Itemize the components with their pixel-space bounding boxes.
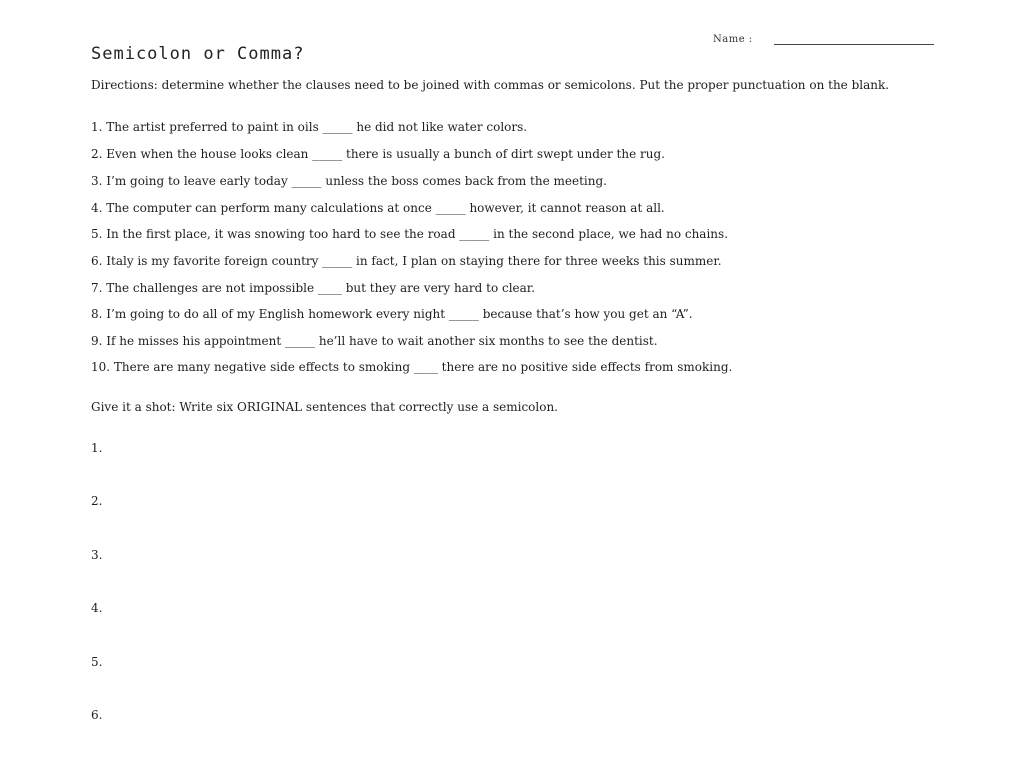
question-9: 9. If he misses his appointment _____ he’ll have to wait another six months to see the dentist. <box>91 334 658 348</box>
question-6: 6. Italy is my favorite foreign country _____ in fact, I plan on staying there for three weeks this summer. <box>91 254 722 268</box>
question-1: 1. The artist preferred to paint in oils _____ he did not like water colors. <box>91 120 528 134</box>
question-7: 7. The challenges are not impossible ____ but they are very hard to clear. <box>91 281 536 295</box>
question-10: 10. There are many negative side effects to smoking ____ there are no positive side effects from smoking. <box>91 360 733 374</box>
practice-number-4: 4. <box>91 601 103 615</box>
practice-number-6: 6. <box>91 708 103 722</box>
question-4: 4. The computer can perform many calculations at once _____ however, it cannot reason at all. <box>91 201 665 215</box>
practice-number-5: 5. <box>91 655 103 669</box>
question-5: 5. In the first place, it was snowing too hard to see the road _____ in the second place, we had no chains. <box>91 227 729 241</box>
question-3: 3. I’m going to leave early today _____ unless the boss comes back from the meeting. <box>91 174 607 188</box>
practice-number-1: 1. <box>91 441 103 455</box>
directions-text: Directions: determine whether the clauses need to be joined with commas or semicolons. Put the proper punctuation on the blank. <box>91 78 890 92</box>
name-label: Name : <box>713 34 753 45</box>
practice-number-2: 2. <box>91 494 103 508</box>
worksheet-title: Semicolon or Comma? <box>91 44 305 64</box>
question-2: 2. Even when the house looks clean _____ there is usually a bunch of dirt swept under the rug. <box>91 147 665 161</box>
practice-number-3: 3. <box>91 548 103 562</box>
practice-prompt: Give it a shot: Write six ORIGINAL sentences that correctly use a semicolon. <box>91 400 558 414</box>
name-line[interactable] <box>774 44 934 45</box>
question-8: 8. I’m going to do all of my English homework every night _____ because that’s how you get an “A”. <box>91 307 693 321</box>
